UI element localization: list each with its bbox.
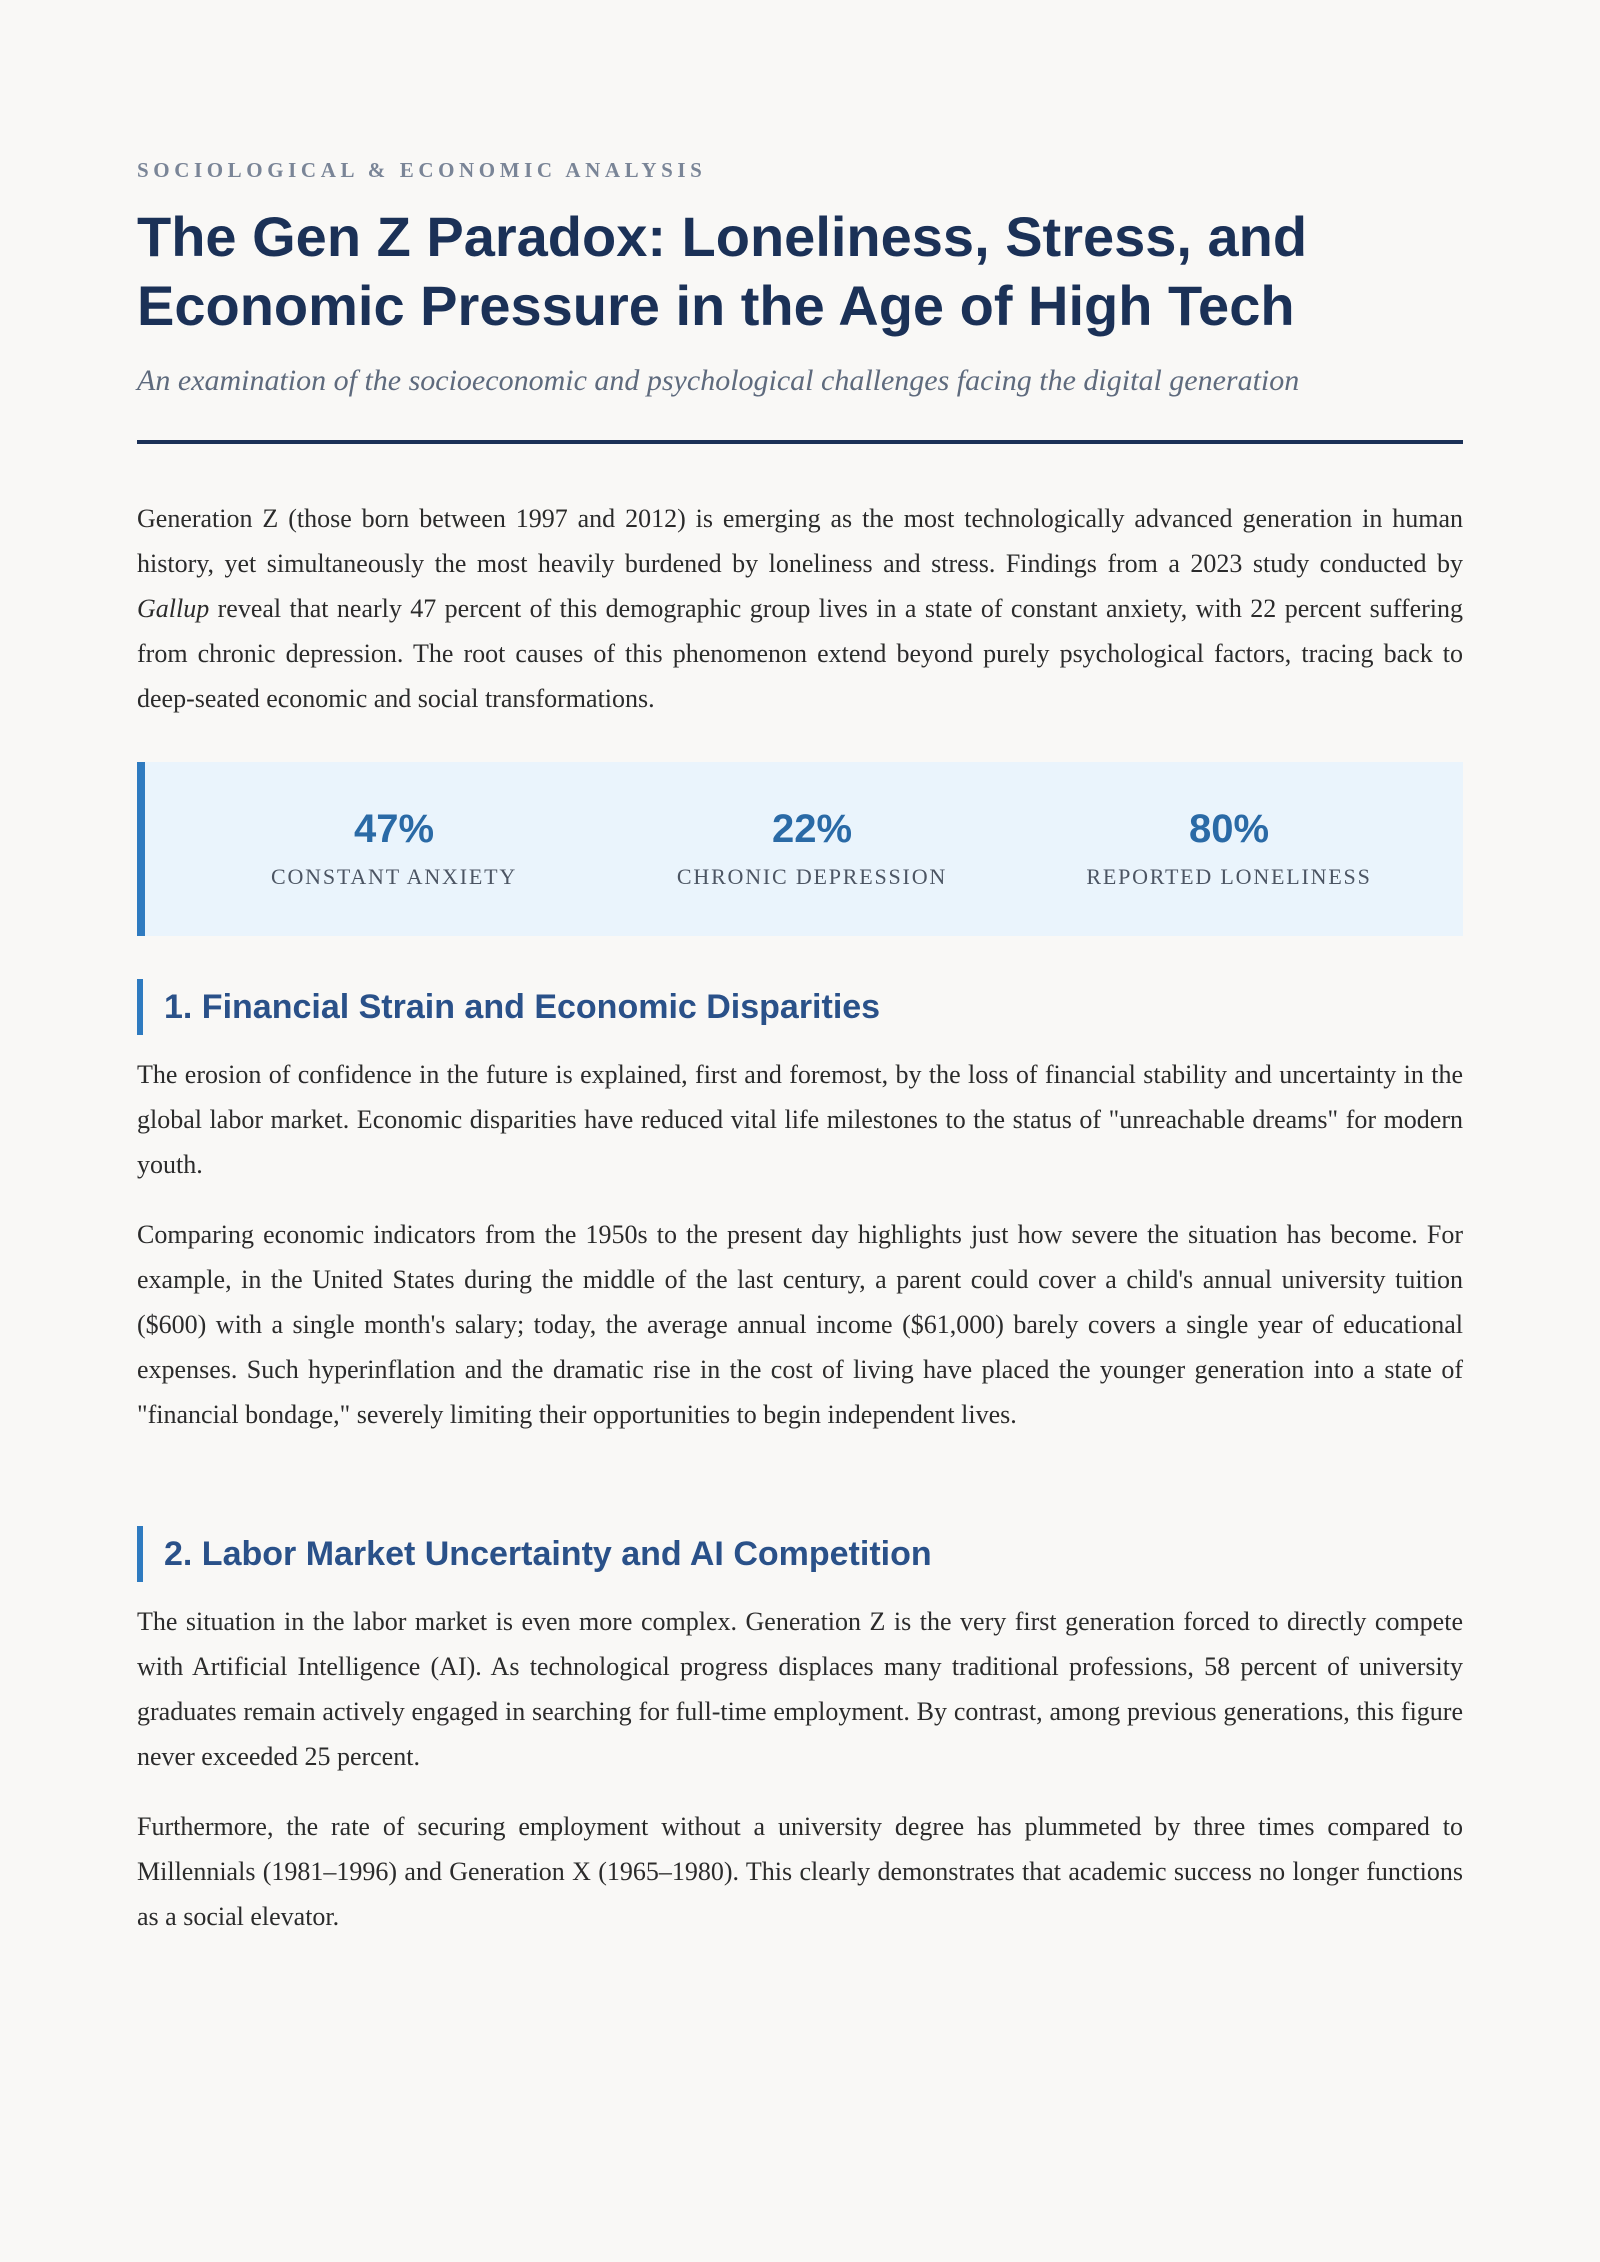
intro-paragraph: [137, 496, 1463, 721]
section-1-paragraph-2: Comparing economic indicators from the 1950s to the present day highlights just how severe the situation has become. For example, in the United States during the middle of the last century, a parent could cover a child's annual university tuition ($600) with a single month's salary; today, the average annual income ($61,000) barely covers a single year of educational expenses. Such hyperinflation and the dramatic rise in the cost of living have placed the younger generation into a state of "financial bondage," severely limiting their opportunities to begin independent lives.: [137, 1220, 1463, 1429]
section-2-paragraph-1: The situation in the labor market is even more complex. Generation Z is the very first generation forced to directly compete with Artificial Intelligence (AI). As technological progress displaces many traditional professions, 58 percent of university graduates remain actively engaged in searching for full-time employment. By contrast, among previous generations, this figure never exceeded 25 percent.: [137, 1607, 1463, 1771]
stat-chronic-depression: [662, 806, 962, 890]
section-2-paragraph-2: Furthermore, the rate of securing employment without a university degree has plummeted by three times compared to Millennials (1981–1996) and Generation X (1965–1980). This clearly demonstrates that academic success no longer functions as a social elevator.: [137, 1812, 1463, 1931]
article-kicker: SOCIOLOGICAL & ECONOMIC ANALYSIS: [137, 158, 707, 182]
stat-label: CHRONIC DEPRESSION: [676, 864, 948, 889]
section-heading-financial-strain: 1. Financial Strain and Economic Disparities: [137, 979, 1463, 1035]
source-name: Gallup: [137, 594, 210, 623]
section-1-paragraph-1: The erosion of confidence in the future is explained, first and foremost, by the loss of financial stability and uncertainty in the global labor market. Economic disparities have reduced vital life milestones to the status of "unreachable dreams" for modern youth.: [137, 1060, 1463, 1179]
stat-label: REPORTED LONELINESS: [1086, 864, 1372, 889]
stat-value: 47%: [353, 807, 435, 851]
stat-reported-loneliness: [1079, 806, 1379, 890]
stat-constant-anxiety: [244, 806, 544, 890]
intro-text-end: reveal that nearly 47 percent of this demographic group lives in a state of constant anxiety, with 22 percent suffering from chronic depression. The root causes of this phenomenon extend beyond purely psychological factors, tracing back to deep-seated economic and social transformations.: [137, 594, 1463, 713]
section-heading-labor-market: 2. Labor Market Uncertainty and AI Competition: [137, 1526, 1463, 1582]
stats-panel: [137, 762, 1463, 936]
stat-value: 80%: [1188, 807, 1270, 851]
article-subtitle: An examination of the socioeconomic and psychological challenges facing the digital generation: [137, 364, 1300, 397]
stat-label: CONSTANT ANXIETY: [270, 864, 518, 889]
stat-value: 22%: [771, 807, 853, 851]
article-title: The Gen Z Paradox: Loneliness, Stress, and Economic Pressure in the Age of High Tech: [137, 205, 1308, 337]
header-divider: [137, 440, 1463, 444]
intro-text-start: Generation Z (those born between 1997 and 2012) is emerging as the most technologically advanced generation in human history, yet simultaneously the most heavily burdened by loneliness and stress. Findings from a 2023 study conducted by: [137, 504, 1463, 578]
